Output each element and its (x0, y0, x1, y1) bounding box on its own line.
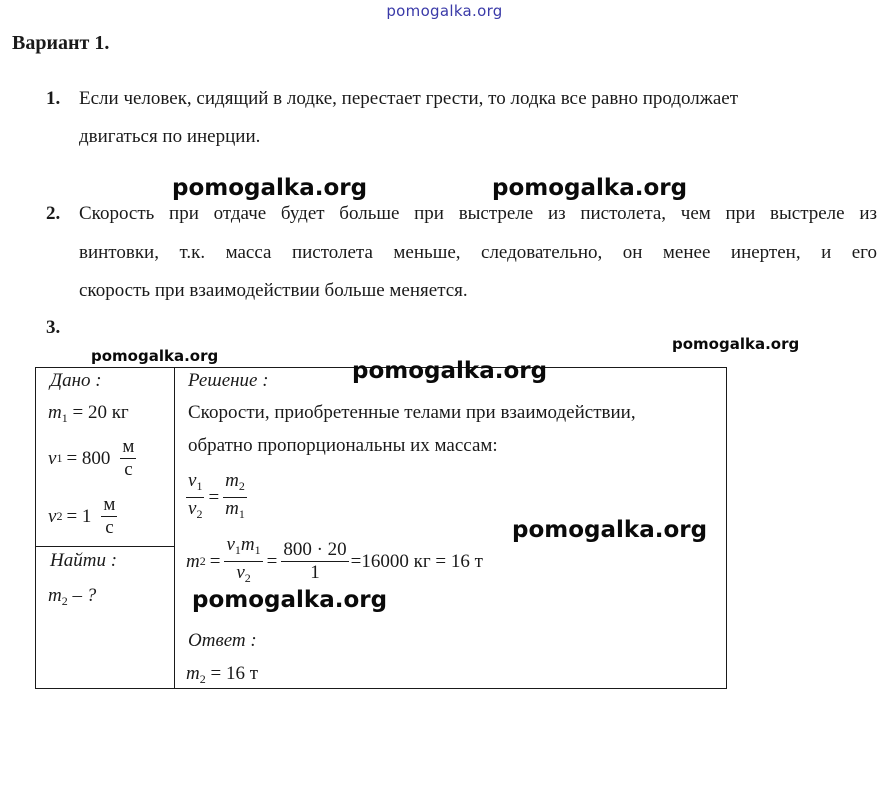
item-number: 2. (46, 203, 61, 224)
find-header: Найти : (50, 550, 118, 571)
watermark: pomogalka.org (672, 335, 800, 353)
item-line (79, 88, 877, 110)
ratio-formula: $\frac{v_1}{v_2}$ = $\frac{m_2}{m_1}$ (188, 470, 245, 521)
watermark: pomogalka.org (172, 175, 368, 201)
solution-header: Решение : (188, 370, 269, 391)
answer-header: Ответ : (188, 630, 257, 651)
table-divider (174, 367, 175, 689)
given-m1: $m_1 = 20$ кг (48, 402, 129, 425)
item-text: двигаться по инерции. (79, 126, 261, 147)
item-text: Если человек, сидящий в лодке, перестает грести, то лодка все равно продолжает (79, 88, 739, 109)
watermark-top: pomogalka.org (386, 2, 503, 20)
watermark: pomogalka.org (352, 358, 548, 384)
solution-text: обратно пропорциональны их массам: (188, 435, 498, 456)
item-number: 3. (46, 317, 61, 338)
watermark: pomogalka.org (192, 587, 388, 613)
given-v2: v 2 = 1 $\frac{м}{с}$ (48, 494, 116, 538)
solution-text: Скорости, приобретенные телами при взаимодействии, (188, 402, 636, 423)
table-divider (35, 546, 175, 547)
item-number: 1. (46, 88, 61, 109)
item-text: винтовки, т.к. масса пистолета меньше, следовательно, он менее инертен, и его (79, 242, 877, 263)
watermark: pomogalka.org (512, 517, 708, 543)
watermark: pomogalka.org (91, 347, 219, 365)
unit-fraction: $\frac{м}{с}$ (103, 494, 116, 538)
unit-fraction: $\frac{м}{с}$ (122, 436, 135, 480)
find-expr: $m_2$ – ? (48, 585, 97, 608)
item-text: скорость при взаимодействии больше меняется. (79, 280, 468, 301)
item-text: Скорость при отдаче будет больше при выстреле из пистолета, чем при выстреле из (79, 203, 877, 224)
answer-value: $m_2 = 16$ т (186, 663, 259, 686)
given-v1: v 1 = 800 $\frac{м}{с}$ (48, 436, 135, 480)
given-header: Дано : (50, 370, 102, 391)
calc-formula: m 2 = $\frac{v_1m_1}{v_2}$ = $\frac{800 \cdot 20}{1}$ =16000 кг = 16 т (186, 534, 483, 585)
watermark: pomogalka.org (492, 175, 688, 201)
page-title: Вариант 1. (12, 32, 110, 54)
